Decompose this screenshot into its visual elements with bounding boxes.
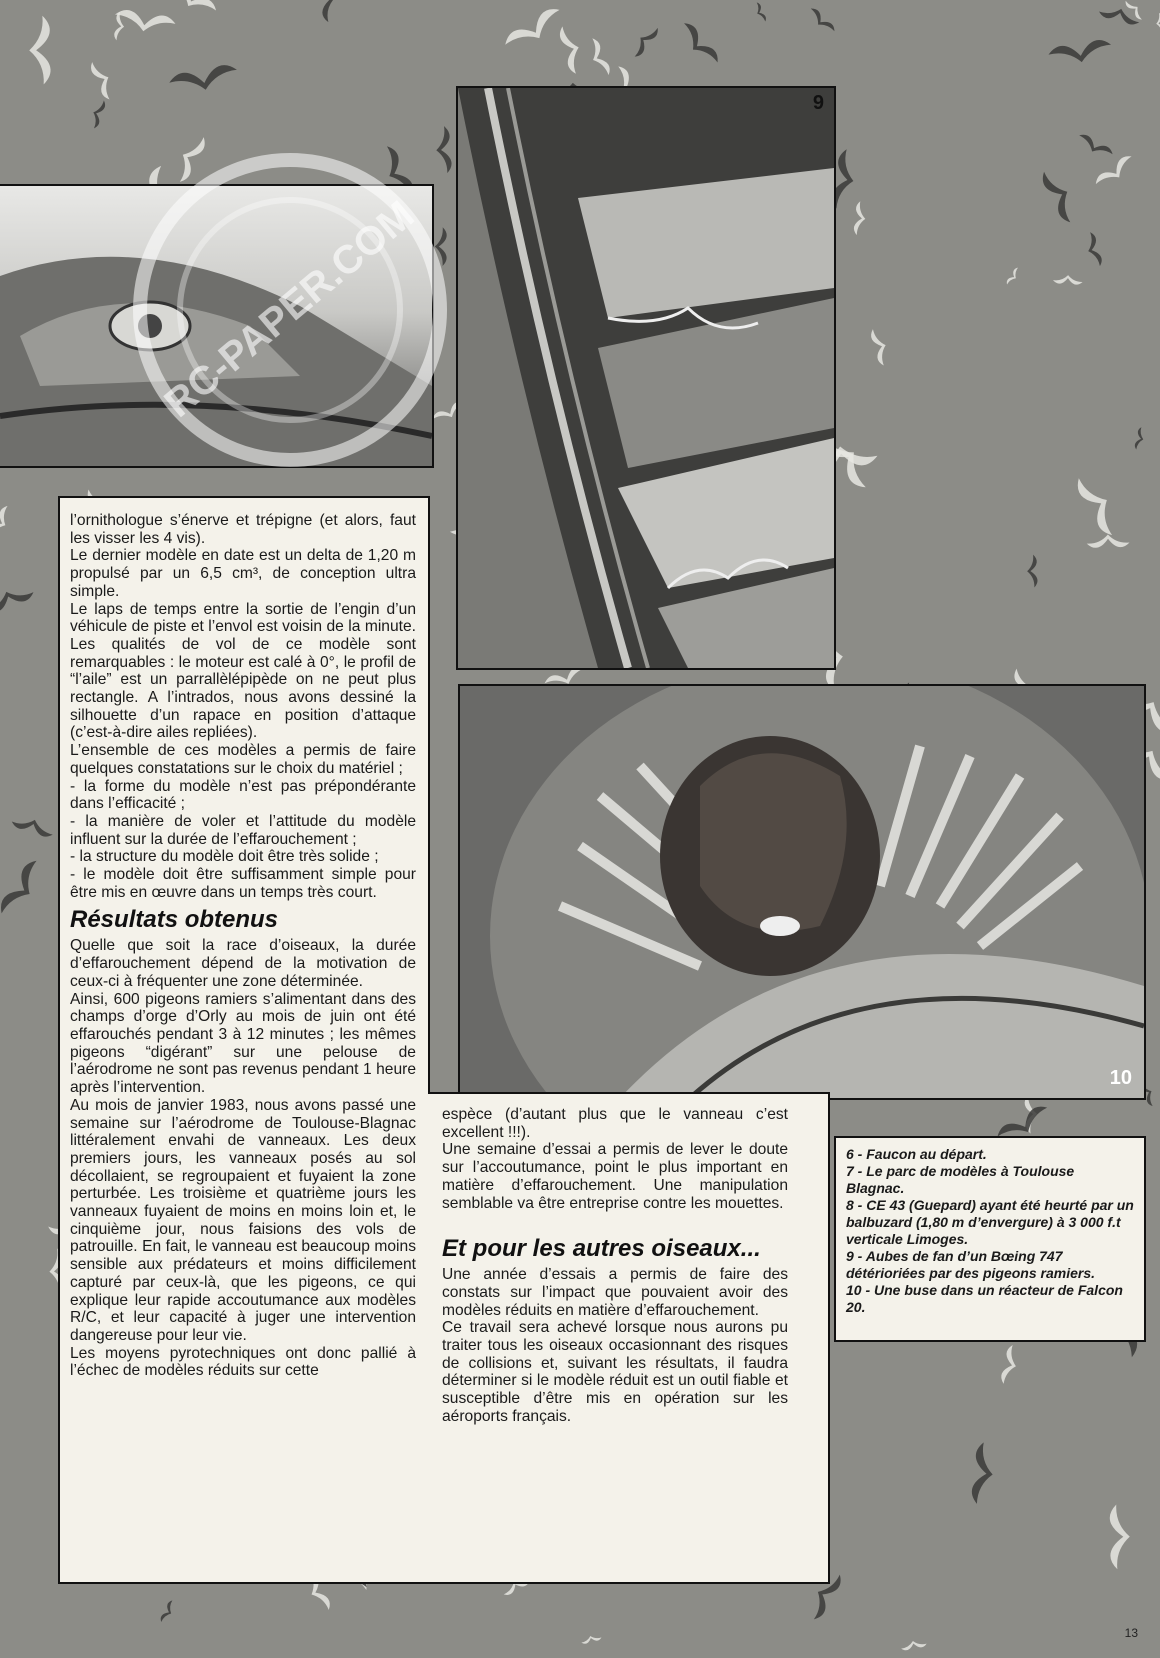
bird-silhouette <box>1026 554 1037 587</box>
paragraph: Une semaine d’essai a permis de lever le doute sur l’accoutumance, point le plus important en matière d’effarouchement. Une manipulation semblable va être entreprise contre les mouettes. <box>442 1141 788 1212</box>
bird-silhouette <box>1134 427 1146 451</box>
bird-silhouette <box>0 583 35 616</box>
bird-silhouette <box>10 813 55 839</box>
caption-9: 9 - Aubes de fan d’un Bœing 747 détérioriées par des pigeons ramiers. <box>846 1248 1095 1281</box>
textbox-border-notch-vertical <box>428 496 430 1094</box>
watermark-text: RC-PAPER.COM <box>156 192 423 426</box>
bird-silhouette <box>1075 132 1114 161</box>
paragraph: Les moyens pyrotechniques ont donc pallié à l’échec de modèles réduits sur cette <box>70 1344 416 1380</box>
caption-7: 7 - Le parc de modèles à Toulouse Blagnac. <box>846 1163 1075 1196</box>
bird-silhouette <box>1005 266 1021 286</box>
section-heading-autres-oiseaux: Et pour les autres oiseaux... <box>442 1235 761 1263</box>
bird-silhouette <box>0 504 14 541</box>
paragraph: Le dernier modèle en date est un delta de 1,20 m propulsé par un 6,5 cm³, de conception ultra simple. <box>70 547 416 600</box>
section-heading-resultats: Résultats obtenus <box>70 906 279 934</box>
bird-silhouette <box>970 1442 996 1506</box>
bird-silhouette <box>900 1639 927 1652</box>
textbox-border-notch-horizontal <box>428 1092 830 1094</box>
textbox-border-right <box>828 1092 830 1584</box>
article-column-1 <box>70 512 416 1380</box>
photo-buzzard-engine <box>458 684 1146 1100</box>
paragraph: Le laps de temps entre la sortie de l’engin d’un véhicule de piste et l’envol est voisin de la minute. Les qualités de vol de ce modèle sont remarquables : le moteur est calé à 0°, le profil de “l’aile” est un parrallèlépipède on ne peut plus rectangle. A l’intrados, nous avons dessiné la silhouette d’un rapace en position d’attaque (c’est-à-dire ailes repliées). <box>70 600 416 742</box>
bird-silhouette <box>88 98 106 129</box>
bird-silhouette <box>317 0 337 23</box>
bird-silhouette <box>806 6 837 36</box>
textbox-border-top <box>58 496 430 498</box>
bird-silhouette <box>629 23 661 59</box>
paragraph: Quelle que soit la race d’oiseaux, la durée d’effarouchement dépend de la motivation de ceux-ci à fréquenter une zone déterminée. <box>70 937 416 990</box>
bird-silhouette <box>753 1 767 23</box>
bird-silhouette <box>580 1633 602 1644</box>
bird-silhouette <box>1110 1504 1131 1569</box>
caption-8: 8 - CE 43 (Guepard) ayant été heurté par un balbuzard (1,80 m d’envergure) à 3 000 f.t verticale Limoges. <box>846 1197 1134 1247</box>
photo-captions <box>834 1136 1146 1342</box>
article-column-2 <box>442 1106 788 1426</box>
list-item: - la structure du modèle doit être très solide ; <box>70 848 379 866</box>
rc-paper-watermark <box>120 140 460 480</box>
photo-number-10: 10 <box>1109 1067 1132 1089</box>
bird-silhouette <box>1087 534 1130 548</box>
bird-silhouette <box>1000 1344 1021 1386</box>
bird-silhouette <box>1039 166 1081 225</box>
bird-silhouette <box>1155 12 1160 34</box>
paragraph: Ainsi, 600 pigeons ramiers s’alimentant dans des champs d’orge d’Orly au mois de juin ont été effarouchés pendant 3 à 12 minutes ; les mêmes pigeons “digérant” sur une pelouse de l’aérodrome ne sont pas revenus pendant 1 heure après l’intervention. <box>70 990 416 1097</box>
list-item: - la forme du modèle n’est pas prépondérante dans l’efficacité ; <box>70 777 416 813</box>
paragraph: Une année d’essais a permis de faire des constats sur l’impact que pouvaient avoir des modèles réduits en matière d’effarouchement. <box>442 1266 788 1319</box>
bird-silhouette <box>88 58 117 101</box>
list-item: - le modèle doit être suffisamment simple pour être mis en œuvre dans un temps très court. <box>70 866 416 901</box>
bird-silhouette <box>1083 231 1103 268</box>
list-item: - la manière de voler et l’attitude du modèle influent sur la durée de l’effarouchement ; <box>70 812 416 848</box>
bird-silhouette <box>869 327 891 367</box>
bird-silhouette <box>159 1599 177 1624</box>
paragraph: l’ornithologue s’énerve et trépigne (et alors, faut les visser les 4 vis). <box>70 512 416 547</box>
paragraph: L’ensemble de ces modèles a permis de faire quelques constatations sur le choix du matériel ; <box>70 742 416 777</box>
page-number: 13 <box>1124 1626 1138 1640</box>
paragraph: Au mois de janvier 1983, nous avons passé une semaine sur l’aérodrome de Toulouse-Blagnac littéralement envahi de vanneaux. Les deux premiers jours, les vanneaux posés au sol décollaient, se regroupaient et fuyaient la zone perturbée. Les troisième et quatrième jours les vanneaux fuyaient de moins en moins loin et, le cinquième jour, nous faisions des vols de patrouille. En fait, le vanneau est beaucoup moins sensible aux prédateurs et moins difficilement capturé par ceux-là, que les pigeons, ce qui explique leur rapide accoutumance aux modèles R/C, et leur capacité à juger une intervention dangereuse pour leur vie. <box>70 1096 416 1344</box>
bird-silhouette <box>1073 472 1124 539</box>
bird-silhouette <box>0 857 47 920</box>
bird-silhouette <box>502 4 567 55</box>
bird-silhouette <box>585 37 612 79</box>
bird-silhouette <box>676 20 722 70</box>
bird-silhouette <box>557 24 585 76</box>
photo-number-9: 9 <box>812 92 824 114</box>
bird-silhouette <box>168 63 240 97</box>
caption-6: 6 - Faucon au départ. <box>846 1146 987 1162</box>
photo-boeing-fan-blades <box>456 86 836 670</box>
bird-silhouette <box>853 201 867 236</box>
bird-silhouette <box>1093 153 1137 192</box>
bird-silhouette <box>1047 38 1113 67</box>
paragraph: espèce (d’autant plus que le vanneau c’est excellent !!!). <box>442 1106 788 1141</box>
bird-silhouette <box>166 0 219 20</box>
bird-silhouette <box>113 8 176 36</box>
paragraph: Ce travail sera achevé lorsque nous aurons pu traiter tous les oiseaux occasionnant des risques de collisions et, suivant les résultats, il faudra déterminer si le modèle réduit est un outil fiable et susceptible d’être mis en opération sur les aéroports français. <box>442 1319 788 1425</box>
caption-10: 10 - Une buse dans un réacteur de Falcon 20. <box>846 1282 1123 1315</box>
bird-silhouette <box>29 16 51 85</box>
bird-silhouette <box>1053 274 1083 285</box>
